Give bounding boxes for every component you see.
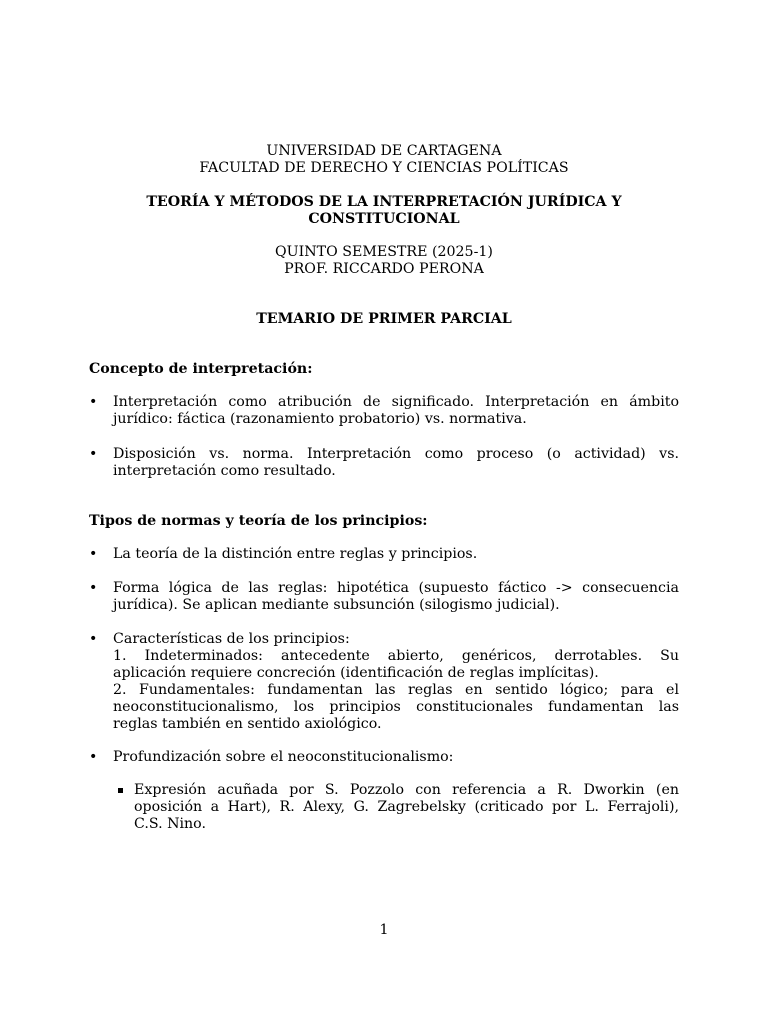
list-item-line: aplicación requiere concreción (identificación de reglas implícitas). (113, 665, 599, 681)
sub-list-item-line: C.S. Nino. (134, 816, 206, 832)
page-number: 1 (379, 922, 389, 938)
course-info (89, 244, 679, 278)
faculty-name: FACULTAD DE DERECHO Y CIENCIAS POLÍTICAS (199, 160, 569, 176)
course-title-line-1: TEORÍA Y MÉTODOS DE LA INTERPRETACIÓN JURÍDICA Y (146, 194, 622, 210)
course-title-line-2: CONSTITUCIONAL (308, 211, 460, 227)
bullet-icon: • (89, 580, 98, 596)
bullet-icon: • (89, 446, 98, 462)
bullet-icon: • (89, 631, 98, 647)
list-item (89, 446, 679, 480)
list-item-line: Disposición vs. norma. Interpretación como proceso (o actividad) vs. (113, 446, 679, 462)
list-item-line: Profundización sobre el neoconstitucionalismo: (113, 749, 454, 765)
list-item (89, 749, 679, 766)
list-item-line: La teoría de la distinción entre reglas y principios. (113, 546, 478, 562)
list-item-line: interpretación como resultado. (113, 463, 336, 479)
list-item-line: Interpretación como atribución de significado. Interpretación en ámbito (113, 394, 679, 410)
exam-title: TEMARIO DE PRIMER PARCIAL (256, 311, 512, 327)
professor-name: PROF. RICCARDO PERONA (284, 261, 484, 277)
sub-list-item (112, 782, 679, 833)
sub-list-item-line: Expresión acuñada por S. Pozzolo con referencia a R. Dworkin (en (134, 782, 679, 798)
list-item-line: jurídico: fáctica (razonamiento probatorio) vs. normativa. (113, 411, 527, 427)
bullet-icon: • (89, 546, 98, 562)
list-item-line: neoconstitucionalismo, los principios constitucionales fundamentan las (113, 699, 679, 715)
list-item-line: jurídica). Se aplican mediante subsunción (silogismo judicial). (113, 597, 560, 613)
list-item-line: reglas también en sentido axiológico. (113, 716, 382, 732)
sub-list-item-line: oposición a Hart), R. Alexy, G. Zagrebelsky (criticado por L. Ferrajoli), (134, 799, 679, 815)
header-institution (89, 143, 679, 177)
bullet-icon: • (89, 394, 98, 410)
bullet-icon: • (89, 749, 98, 765)
square-bullet-icon (118, 788, 123, 793)
list-item-line: 2. Fundamentales: fundamentan las reglas en sentido lógico; para el (113, 682, 679, 698)
semester-label: QUINTO SEMESTRE (2025-1) (275, 244, 493, 260)
list-item (89, 394, 679, 428)
list-item-line: Forma lógica de las reglas: hipotética (supuesto fáctico -> consecuencia (113, 580, 679, 596)
list-item-line: Características de los principios: (113, 631, 350, 647)
university-name: UNIVERSIDAD DE CARTAGENA (266, 143, 502, 159)
section-title: Tipos de normas y teoría de los principios: (89, 513, 428, 529)
course-title (89, 194, 679, 228)
section-title: Concepto de interpretación: (89, 361, 313, 377)
list-item (89, 546, 679, 563)
list-item (89, 631, 679, 733)
list-item (89, 580, 679, 614)
list-item-line: 1. Indeterminados: antecedente abierto, genéricos, derrotables. Su (113, 648, 679, 664)
